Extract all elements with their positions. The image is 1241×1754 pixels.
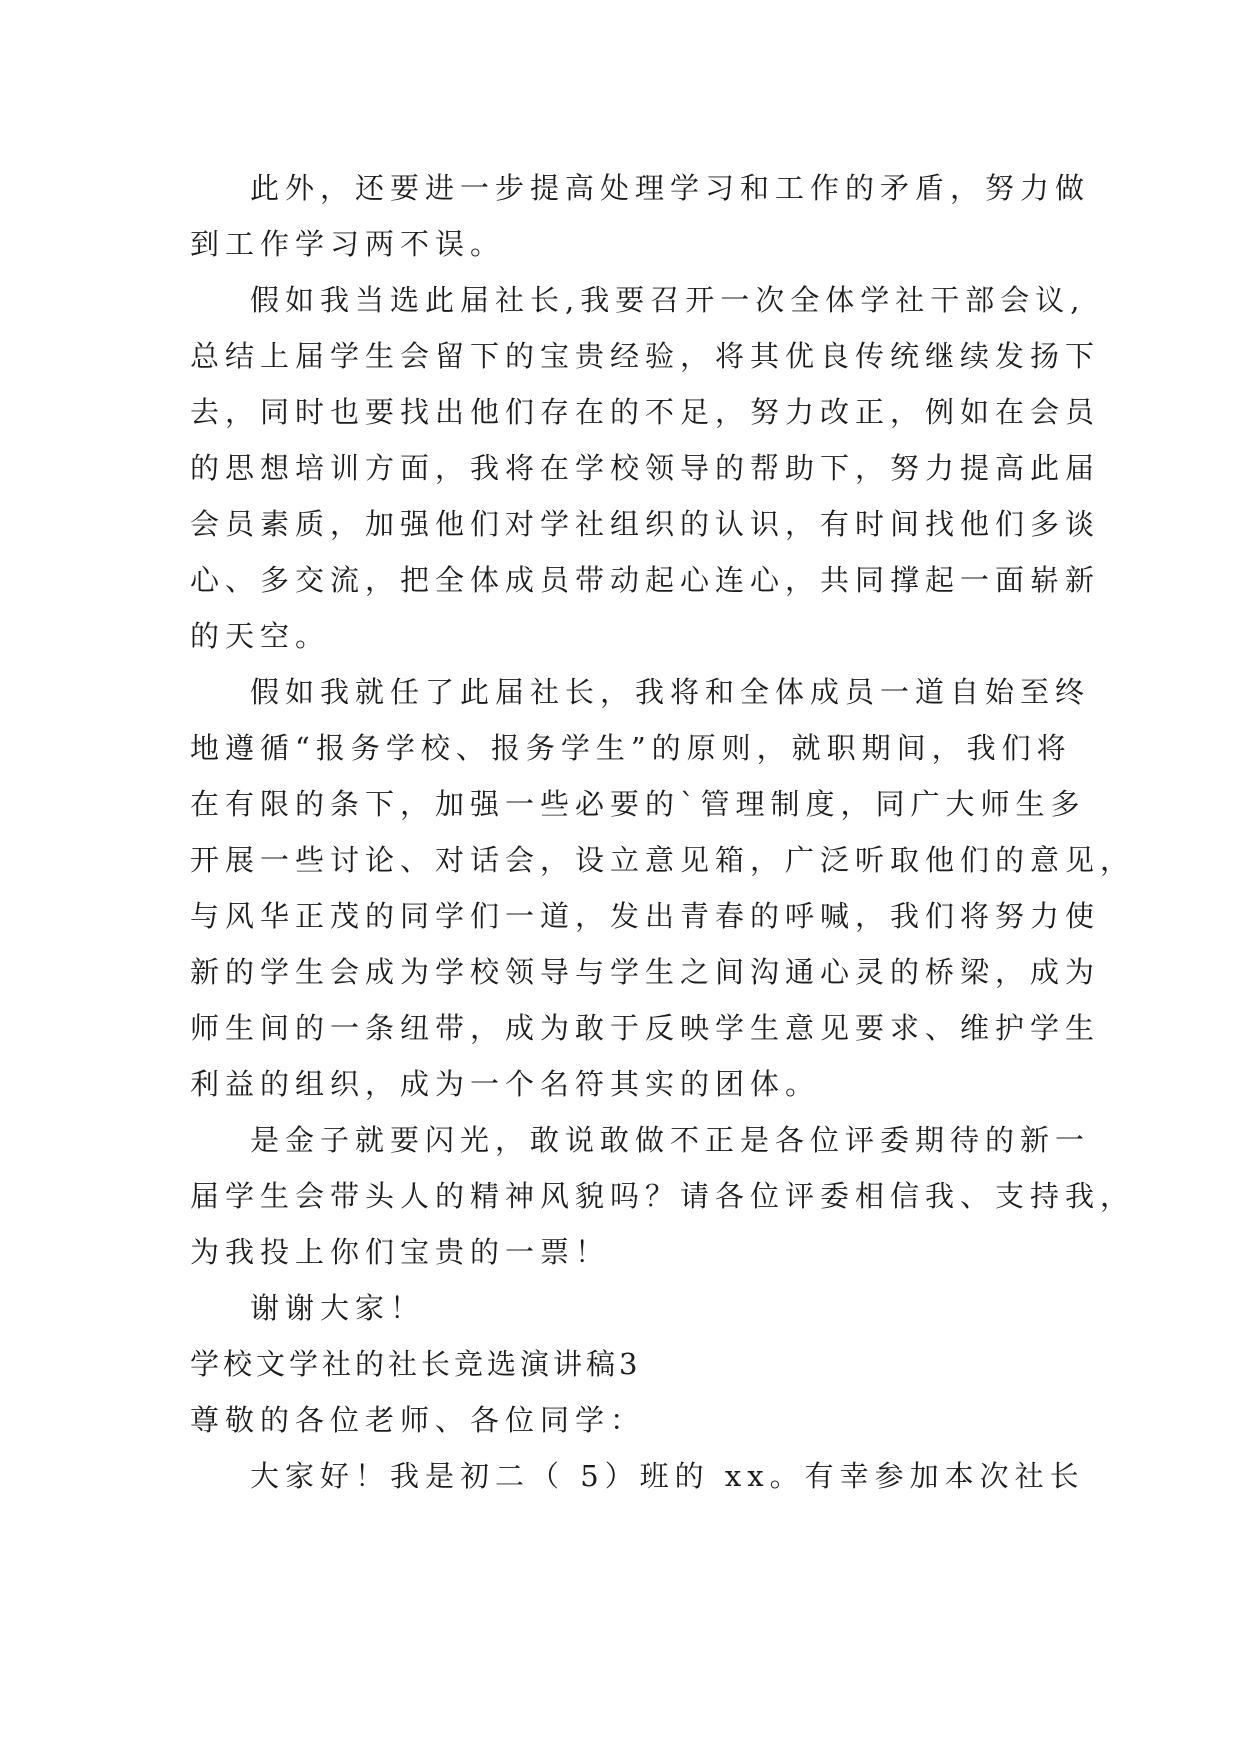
paragraph-line: 假如我就任了此届社长，我将和全体成员一道自始至终	[250, 675, 1091, 709]
paragraph-line: 的天空。	[190, 619, 331, 653]
paragraph-line: 心、多交流，把全体成员带动起心连心，共同撑起一面崭新	[190, 563, 1101, 597]
paragraph-line: 利益的组织，成为一个名符其实的团体。	[190, 1067, 821, 1101]
paragraph-line: 到工作学习两不误。	[190, 227, 506, 261]
paragraph-line: 会员素质，加强他们对学社组织的认识，有时间找他们多谈	[190, 507, 1101, 541]
paragraph-line: 总结上届学生会留下的宝贵经验，将其优良传统继续发扬下	[190, 339, 1101, 373]
salutation-line: 尊敬的各位老师、各位同学：	[190, 1403, 646, 1437]
paragraph-line: 去，同时也要找出他们存在的不足，努力改正，例如在会员	[190, 395, 1101, 429]
paragraph-line: 新的学生会成为学校领导与学生之间沟通心灵的桥梁，成为	[190, 955, 1101, 989]
closing-line: 谢谢大家！	[250, 1291, 426, 1325]
paragraph-line: 开展一些讨论、对话会，设立意见箱，广泛听取他们的意见，	[190, 843, 1136, 877]
paragraph-line: 地遵循“报务学校、报务学生”的原则，就职期间，我们将	[190, 731, 1072, 765]
section-heading: 学校文学社的社长竞选演讲稿3	[190, 1347, 642, 1381]
paragraph-line: 在有限的条下，加强一些必要的`管理制度，同广大师生多	[190, 787, 1086, 821]
paragraph-line: 与风华正茂的同学们一道，发出青春的呼喊，我们将努力使	[190, 899, 1101, 933]
paragraph-line: 的思想培训方面，我将在学校领导的帮助下，努力提高此届	[190, 451, 1101, 485]
paragraph-line: 大家好！我是初二（ 5）班的 xx。有幸参加本次社长	[250, 1459, 1085, 1493]
paragraph-line: 为我投上你们宝贵的一票！	[190, 1235, 611, 1269]
paragraph-line: 师生间的一条纽带，成为敢于反映学生意见要求、维护学生	[190, 1011, 1101, 1045]
document-body	[190, 160, 1136, 1504]
paragraph-line: 此外，还要进一步提高处理学习和工作的矛盾，努力做	[250, 171, 1091, 205]
paragraph-line: 假如我当选此届社长,我要召开一次全体学社干部会议,	[250, 283, 1086, 317]
paragraph-line: 届学生会带头人的精神风貌吗？请各位评委相信我、支持我，	[190, 1179, 1136, 1213]
paragraph-line: 是金子就要闪光，敢说敢做不正是各位评委期待的新一	[250, 1123, 1091, 1157]
